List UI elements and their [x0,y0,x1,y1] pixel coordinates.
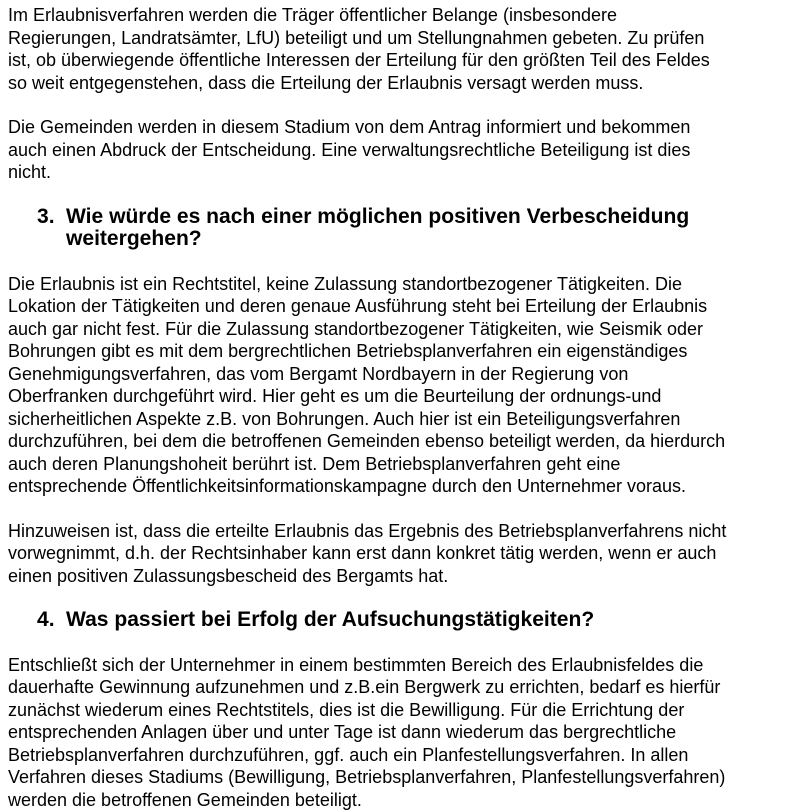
section-heading-3 [8,206,798,251]
paragraph-gap [8,94,798,116]
paragraph-gap [8,587,798,609]
paragraph-gap [8,184,798,206]
paragraph-gemeinden: Die Gemeinden werden in diesem Stadium von dem Antrag informiert und bekommen auch einen Abdruck der Entscheidung. Eine verwaltungsrechtliche Beteiligung ist dies nicht. [8,116,798,184]
section-number-4: 4. [37,609,66,632]
section-number-3: 3. [37,206,66,251]
paragraph-entschliesst: Entschließt sich der Unternehmer in einem bestimmten Bereich des Erlaubnisfeldes die dauerhafte Gewinnung aufzunehmen und z.B.ein Bergwerk zu errichten, bedarf es hierfür zunächst wiederum eines Rechtstitels, dies ist die Bewilligung. Für die Errichtung der entsprechenden Anlagen über und unter Tage ist dann wiederum das bergrechtliche Betriebsplanverfahren durchzuführen, ggf. auch ein Planfestellungsverfahren. In allen Verfahren dieses Stadiums (Bewilligung, Betriebsplanverfahren, Planfestellungsverfahren) werden die betroffenen Gemeinden beteiligt. [8,654,798,811]
paragraph-rechtstitel: Die Erlaubnis ist ein Rechtstitel, keine Zulassung standortbezogener Tätigkeiten. Die Lokation der Tätigkeiten und deren genaue Ausführung steht bei Erteilung der Erlaubnis auch gar nicht fest. Für die Zulassung standortbezogener Tätigkeiten, wie Seismik oder Bohrungen gibt es mit dem bergrechtlichen Betriebsplanverfahren ein eigenständiges Genehmigungsverfahren, das vom Bergamt Nordbayern in der Regierung von Oberfranken durchgeführt wird. Hier geht es um die Beurteilung der ordnungs-und sicherheitlichen Aspekte z.B. von Bohrungen. Auch hier ist ein Beteiligungsverfahren durchzuführen, bei dem die betroffenen Gemeinden ebenso beteiligt werden, da hierdurch auch deren Planungshoheit berührt ist. Dem Betriebsplanverfahren geht eine entsprechende Öffentlichkeitsinformationskampagne durch den Unternehmer voraus. [8,273,798,498]
paragraph-gap [8,498,798,520]
paragraph-gap [8,251,798,273]
paragraph-hinzuweisen: Hinzuweisen ist, dass die erteilte Erlaubnis das Ergebnis des Betriebsplanverfahrens nicht vorwegnimmt, d.h. der Rechtsinhaber kann erst dann konkret tätig werden, wenn er auch einen positiven Zulassungsbescheid des Bergamts hat. [8,520,798,588]
paragraph-gap [8,632,798,654]
section-title-4: Was passiert bei Erfolg der Aufsuchungstätigkeiten? [66,609,594,632]
section-title-3: Wie würde es nach einer möglichen positiven Verbescheidung weitergehen? [66,206,798,251]
document-page [8,4,798,811]
paragraph-erlaubnisverfahren: Im Erlaubnisverfahren werden die Träger öffentlicher Belange (insbesondere Regierungen, Landratsämter, LfU) beteiligt und um Stellungnahmen gebeten. Zu prüfen ist, ob überwiegende öffentliche Interessen der Erteilung für den größten Teil des Feldes so weit entgegenstehen, dass die Erteilung der Erlaubnis versagt werden muss. [8,4,798,94]
section-heading-4 [8,609,798,632]
